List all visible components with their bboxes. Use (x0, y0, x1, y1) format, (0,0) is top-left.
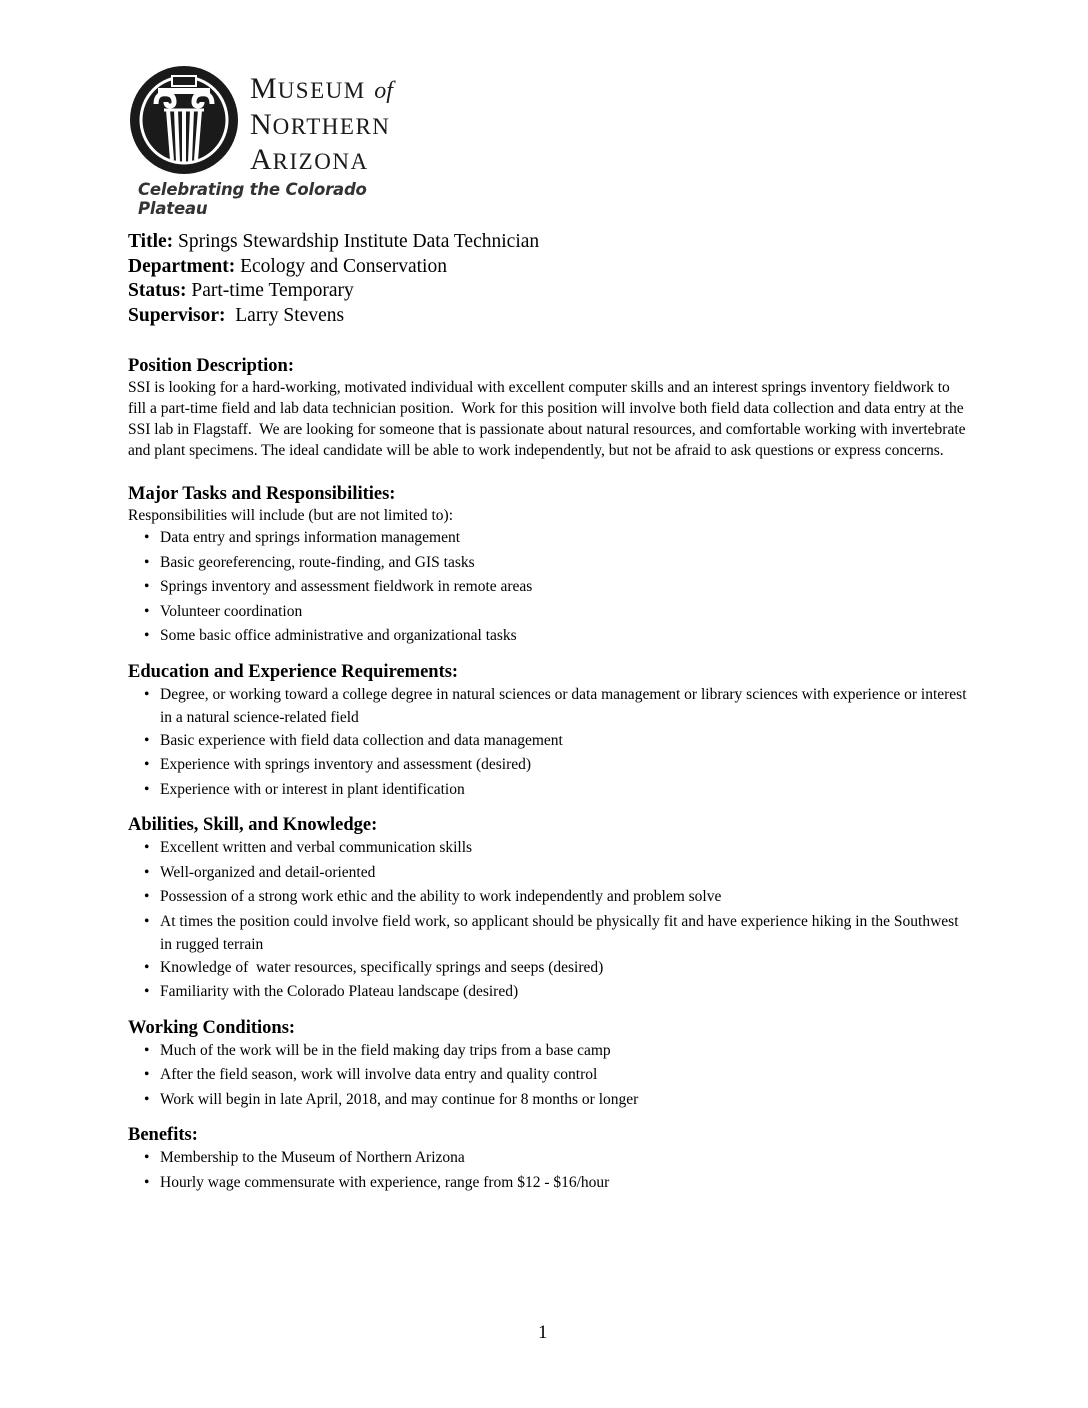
working-section (128, 1017, 968, 1113)
supervisor-label: Supervisor: (128, 304, 226, 326)
list-item: • Springs inventory and assessment fieldwork in remote areas (128, 575, 968, 600)
museum-logo (128, 64, 428, 218)
section-heading: Major Tasks and Responsibilities: (128, 484, 396, 504)
logo-letter: N (250, 108, 273, 141)
logo-word: RIZONA (272, 149, 369, 174)
tasks-list (128, 526, 968, 649)
list-item: • At times the position could involve field work, so applicant should be physically fit and have experience hiking in the Southwest in rugged terrain (128, 910, 968, 956)
page-number: 1 (538, 1322, 548, 1343)
status-line (128, 279, 539, 304)
list-item: • After the field season, work will involve data entry and quality control (128, 1063, 968, 1088)
list-item: • Possession of a strong work ethic and the ability to work independently and problem solve (128, 885, 968, 910)
tasks-section (128, 483, 968, 649)
education-list (128, 683, 968, 803)
museum-emblem-icon (128, 64, 240, 176)
list-item: • Experience with or interest in plant identification (128, 778, 968, 803)
list-item: • Basic experience with field data collection and data management (128, 729, 968, 754)
job-header (128, 230, 539, 328)
supervisor-value: Larry Stevens (225, 304, 345, 326)
supervisor-line (128, 304, 539, 329)
benefits-list (128, 1146, 968, 1195)
list-item: • Degree, or working toward a college degree in natural sciences or data management or library sciences with experience or interest in a natural science-related field (128, 683, 968, 729)
position-description: SSI is looking for a hard-working, motivated individual with excellent computer skills and an interest springs inventory fieldwork to fill a part-time field and lab data technician position. Work for this position will involve both field data collection and data entry at the SSI lab in Flagstaff. We are looking for someone that is passionate about natural resources, and comfortable working with invertebrate and plant specimens. The ideal candidate will be able to work independently, but not be afraid to ask questions or express concerns. (128, 379, 970, 459)
list-item: • Much of the work will be in the field making day trips from a base camp (128, 1039, 968, 1064)
status-value: Part-time Temporary (186, 280, 354, 301)
list-item: • Membership to the Museum of Northern Arizona (128, 1146, 968, 1171)
title-value: Springs Stewardship Institute Data Technician (173, 231, 540, 252)
museum-name (250, 72, 393, 178)
list-item: • Familiarity with the Colorado Plateau landscape (desired) (128, 980, 968, 1005)
position-section (128, 355, 968, 461)
department-line (128, 255, 539, 280)
department-label: Department: (128, 255, 236, 277)
education-section (128, 661, 968, 803)
section-heading: Education and Experience Requirements: (128, 661, 459, 682)
section-heading: Position Description: (128, 356, 294, 376)
tasks-intro: Responsibilities will include (but are not limited to): (128, 507, 454, 524)
list-item: • Excellent written and verbal communication skills (128, 836, 968, 861)
logo-tagline: Celebrating the Colorado Plateau (138, 180, 367, 218)
list-item: • Experience with springs inventory and assessment (desired) (128, 753, 968, 778)
working-list (128, 1039, 968, 1113)
abilities-list (128, 836, 968, 1005)
list-item: • Volunteer coordination (128, 600, 968, 625)
logo-letter: A (250, 143, 273, 176)
logo-letter: M (250, 72, 278, 105)
abilities-section (128, 814, 968, 1005)
list-item: • Some basic office administrative and organizational tasks (128, 624, 968, 649)
section-heading: Working Conditions: (128, 1017, 296, 1038)
list-item: • Well-organized and detail-oriented (128, 861, 968, 886)
job-content (128, 355, 968, 1195)
list-item: • Data entry and springs information management (128, 526, 968, 551)
title-line (128, 230, 539, 255)
list-item: • Work will begin in late April, 2018, and may continue for 8 months or longer (128, 1088, 968, 1113)
list-item: • Basic georeferencing, route-finding, and GIS tasks (128, 551, 968, 576)
title-label: Title: (128, 231, 174, 252)
logo-word: ORTHERN (272, 114, 391, 139)
department-value: Ecology and Conservation (235, 255, 447, 277)
list-item: • Hourly wage commensurate with experience, range from $12 - $16/hour (128, 1171, 968, 1196)
logo-word: USEUM (277, 78, 366, 103)
list-item: • Knowledge of water resources, specifically springs and seeps (desired) (128, 956, 968, 981)
section-heading: Abilities, Skill, and Knowledge: (128, 815, 378, 835)
benefits-section (128, 1124, 968, 1195)
status-label: Status: (128, 280, 187, 301)
logo-word: of (374, 78, 393, 104)
section-heading: Benefits: (128, 1125, 198, 1145)
